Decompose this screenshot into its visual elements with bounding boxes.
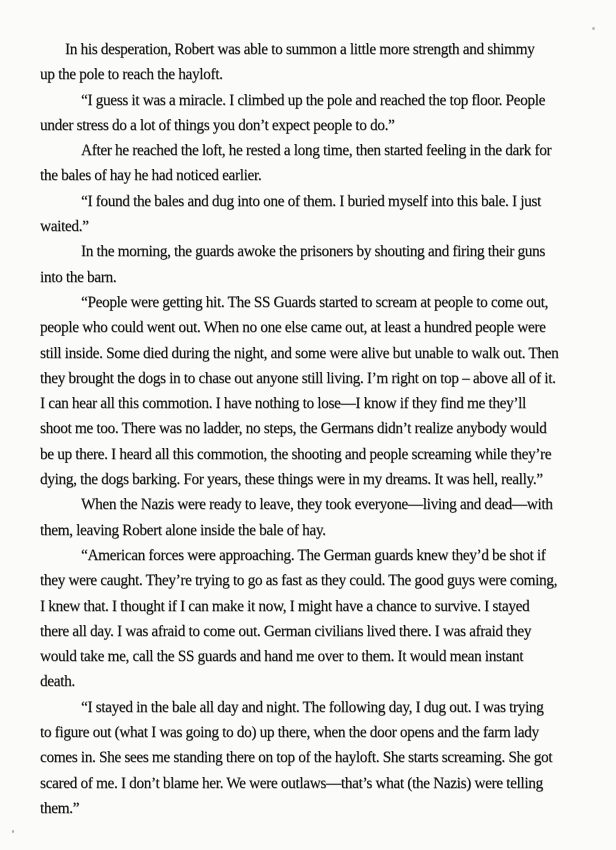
text-line: After he reached the loft, he rested a long time, then started feeling in the dark for bbox=[81, 142, 552, 160]
text-line: “People were getting hit. The SS Guards started to scream at people to come out, bbox=[81, 293, 549, 311]
text-line: be up there. I heard all this commotion, the shooting and people screaming while they’re bbox=[40, 445, 552, 463]
text-line: I can hear all this commotion. I have nothing to lose—I know if they find me they’ll bbox=[40, 395, 526, 413]
text-line: In his desperation, Robert was able to summon a little more strength and shimmy bbox=[65, 41, 535, 58]
text-line: comes in. She sees me standing there on top of the hayloft. She starts screaming. She got bbox=[40, 749, 553, 767]
text-line: there all day. I was afraid to come out. German civilians lived there. I was afraid they bbox=[40, 622, 532, 640]
text-line: under stress do a lot of things you don’t expect people to do.” bbox=[40, 116, 395, 134]
paragraph bbox=[40, 138, 576, 189]
text-line: “I stayed in the bale all day and night. The following day, I dug out. I was trying bbox=[81, 698, 544, 716]
text-line: up the pole to reach the hayloft. bbox=[40, 66, 223, 84]
scan-speck bbox=[12, 830, 14, 833]
text-line: the bales of hay he had noticed earlier. bbox=[40, 167, 262, 185]
paragraph bbox=[40, 37, 576, 88]
text-line: “American forces were approaching. The German guards knew they’d be shot if bbox=[81, 546, 546, 564]
text-line: into the barn. bbox=[40, 268, 117, 286]
paragraph bbox=[40, 543, 576, 695]
document-body bbox=[40, 37, 576, 821]
text-line: would take me, call the SS guards and hand me over to them. It would mean instant bbox=[40, 648, 524, 666]
scan-speck bbox=[592, 27, 595, 30]
text-line: When the Nazis were ready to leave, they took everyone—living and dead—with bbox=[81, 496, 553, 514]
paragraph bbox=[40, 695, 576, 821]
text-line: they brought the dogs in to chase out anyone still living. I’m right on top – above all of it. bbox=[40, 369, 556, 387]
text-line: to figure out (what I was going to do) up there, when the door opens and the farm lady bbox=[40, 724, 539, 742]
text-line: them, leaving Robert alone inside the bale of hay. bbox=[40, 521, 326, 539]
text-line: they were caught. They’re trying to go as fast as they could. The good guys were coming, bbox=[40, 572, 558, 590]
text-line: people who could went out. When no one else came out, at least a hundred people were bbox=[40, 319, 546, 337]
text-line: “I guess it was a miracle. I climbed up the pole and reached the top floor. People bbox=[81, 91, 546, 109]
paragraph bbox=[40, 88, 576, 139]
text-line: “I found the bales and dug into one of them. I buried myself into this bale. I just bbox=[81, 192, 541, 210]
text-line: shoot me too. There was no ladder, no steps, the Germans didn’t realize anybody would bbox=[40, 420, 547, 438]
text-line: I knew that. I thought if I can make it now, I might have a chance to survive. I stayed bbox=[40, 597, 530, 615]
paragraph bbox=[40, 492, 576, 543]
text-line: In the morning, the guards awoke the prisoners by shouting and firing their guns bbox=[81, 243, 545, 261]
text-line: dying, the dogs barking. For years, these things were in my dreams. It was hell, really.” bbox=[40, 471, 543, 489]
paragraph bbox=[40, 189, 576, 240]
text-line: still inside. Some died during the night, and some were alive but unable to walk out. Then bbox=[40, 344, 559, 362]
paragraph bbox=[40, 290, 576, 492]
text-line: scared of me. I don’t blame her. We were outlaws—that’s what (the Nazis) were telling bbox=[40, 774, 543, 792]
paragraph bbox=[40, 239, 576, 290]
text-line: them.” bbox=[40, 799, 80, 817]
text-line: death. bbox=[40, 673, 75, 691]
text-line: waited.” bbox=[40, 218, 89, 236]
